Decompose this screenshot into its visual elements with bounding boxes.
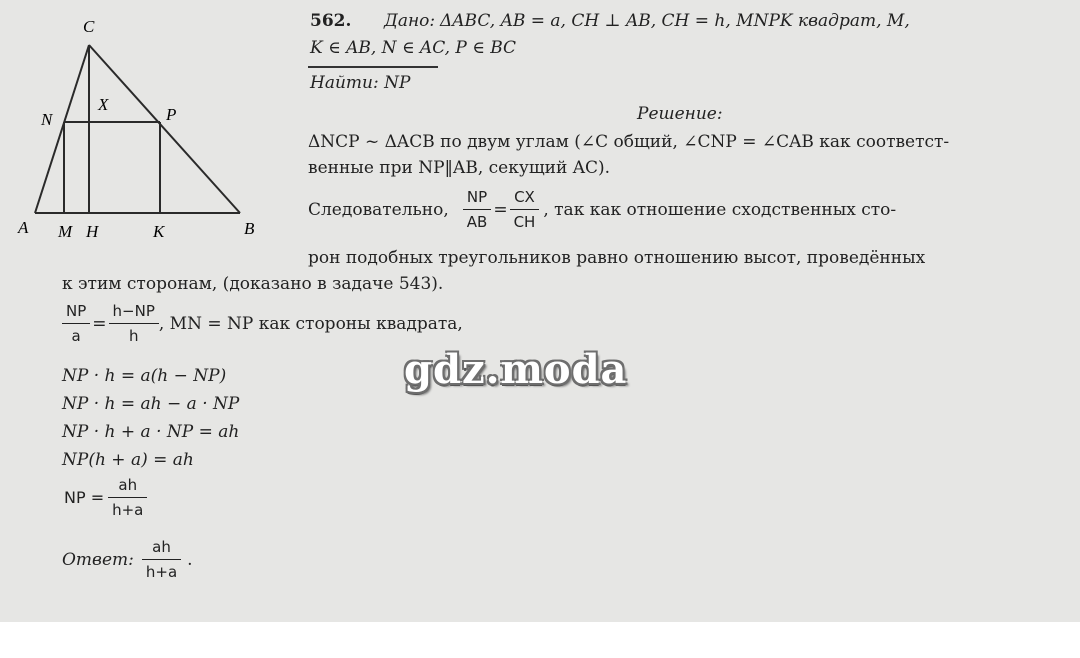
solution-heading: Решение:: [637, 104, 723, 124]
fraction-numerator: ah: [142, 538, 181, 560]
given-line-2: K ∈ AB, N ∈ AC, P ∈ BC: [310, 38, 517, 58]
fraction-denominator: AB: [466, 213, 488, 231]
fraction-numerator: NP: [62, 302, 90, 324]
divider-line: [308, 66, 438, 68]
fraction-numerator: ah: [108, 476, 147, 498]
solution-line-5: к этим сторонам, (доказано в задаче 543).: [62, 274, 444, 294]
fraction-denominator: h+a: [145, 563, 178, 581]
fraction-cx-ch: [510, 188, 540, 231]
label-p: P: [166, 105, 177, 124]
step-1: NP · h = a(h − NP): [62, 366, 227, 386]
equation-row-1-tail: , MN = NP как стороны квадрата,: [158, 313, 463, 334]
fraction-ah-ha: [108, 476, 147, 519]
step-4: NP(h + a) = ah: [62, 450, 194, 470]
answer-period: .: [187, 549, 193, 570]
final-lhs: NP =: [64, 487, 105, 507]
fraction-numerator: NP: [463, 188, 492, 210]
label-n: N: [41, 110, 53, 129]
step-3: NP · h + a · NP = ah: [62, 422, 240, 442]
answer-fraction: [142, 538, 181, 581]
find-label: Найти: NP: [310, 73, 411, 93]
equals-sign: =: [92, 313, 107, 334]
fraction-denominator: h+a: [112, 501, 144, 519]
solution-line-4: рон подобных треугольников равно отношению высот, проведённых: [308, 248, 926, 268]
fraction-denominator: h: [128, 327, 139, 345]
watermark: gdz.moda: [404, 346, 628, 393]
fraction-numerator: CX: [510, 188, 540, 210]
label-a: A: [18, 218, 29, 237]
fraction-hnp-h: [109, 302, 159, 345]
triangle-figure: [10, 10, 280, 250]
problem-number: 562.: [310, 11, 352, 31]
step-2: NP · h = ah − a · NP: [62, 394, 240, 414]
answer-label: Ответ:: [62, 549, 134, 570]
label-k: K: [153, 222, 165, 241]
fraction-denominator: a: [71, 327, 81, 345]
label-x: X: [98, 95, 109, 114]
side-ac: [35, 45, 89, 213]
fraction-np-ab: [463, 188, 492, 231]
therefore-text: Следовательно,: [308, 199, 449, 220]
given-line-1: ΔABC, AB = a, CH ⊥ AB, CH = h, MNPK квадрат, M,: [440, 11, 910, 31]
label-h: H: [86, 222, 99, 241]
final-result-row: [64, 476, 147, 519]
answer-row: [62, 538, 193, 581]
proportion-row: [308, 188, 896, 231]
solution-line-2: венные при NP‖AB, секущий AC).: [308, 158, 611, 178]
given-label: Дано:: [384, 11, 436, 31]
fraction-np-a: [62, 302, 90, 345]
label-b: B: [244, 219, 255, 238]
solution-line-3-tail: , так как отношение сходственных сто-: [543, 199, 897, 220]
fraction-denominator: CH: [513, 213, 536, 231]
equation-row-1: [62, 302, 463, 345]
solution-line-1: ΔNCP ~ ΔACB по двум углам (∠C общий, ∠CNP = ∠CAB как соответст-: [308, 132, 950, 152]
label-m: M: [58, 222, 73, 241]
equals-sign: =: [493, 199, 508, 220]
label-c: C: [83, 17, 95, 36]
side-bc: [89, 45, 240, 213]
fraction-numerator: h−NP: [109, 302, 159, 324]
